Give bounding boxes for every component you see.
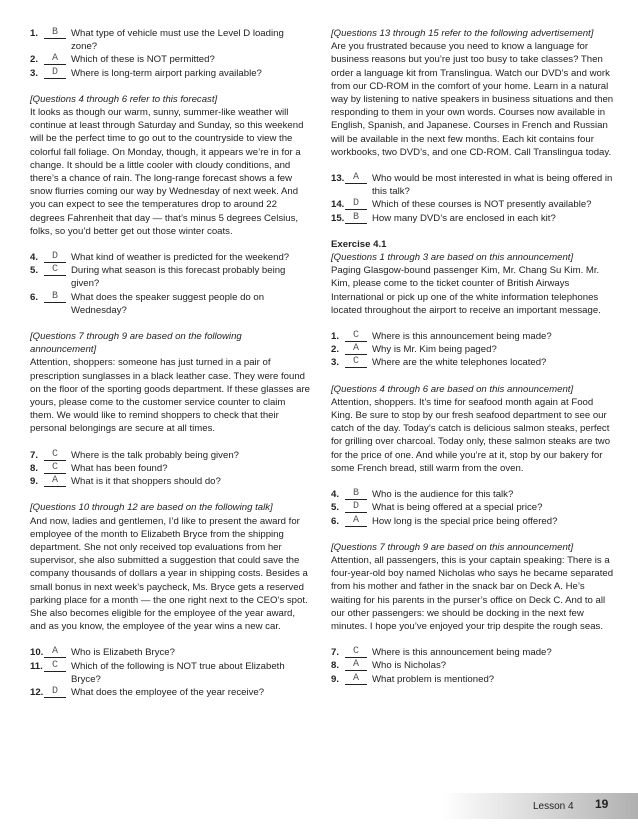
question-text: What is it that shoppers should do?	[71, 476, 221, 488]
question-text: What has been found?	[71, 462, 168, 474]
answer-blank: B	[345, 212, 367, 224]
question-text: What does the speaker suggest people do on Wednesday?	[71, 291, 265, 316]
answer-blank: A	[44, 53, 66, 65]
question-number: 14.	[331, 199, 345, 211]
question-item	[331, 330, 614, 343]
question-item	[331, 673, 614, 686]
question-number: 3.	[30, 67, 39, 79]
question-number: 2.	[30, 54, 39, 66]
spacer	[30, 238, 310, 251]
question-number: 5.	[30, 265, 39, 277]
question-number: 1.	[30, 28, 39, 39]
question-item	[30, 53, 310, 66]
spacer	[331, 370, 614, 383]
spacer	[331, 225, 614, 238]
exercise-heading: Exercise 4.1	[331, 238, 387, 250]
question-text: How long is the special price being offered?	[372, 515, 558, 527]
question-number: 2.	[331, 344, 340, 356]
question-text: Who is Elizabeth Bryce?	[71, 647, 175, 659]
question-item	[331, 343, 614, 356]
question-number: 9.	[331, 673, 340, 685]
question-item	[30, 686, 310, 699]
question-number: 1.	[331, 331, 340, 343]
question-number: 11.	[30, 660, 43, 672]
question-number: 4.	[331, 489, 340, 501]
question-number: 4.	[30, 252, 39, 264]
question-item	[331, 488, 614, 501]
answer-blank: A	[44, 475, 66, 487]
question-number: 7.	[331, 647, 340, 659]
question-item	[30, 27, 310, 53]
page-number: 19	[595, 797, 609, 811]
question-text: Where is long-term airport parking available?	[71, 67, 262, 79]
question-number: 15.	[331, 212, 345, 224]
question-text: Who is the audience for this talk?	[372, 489, 514, 501]
transcript-paragraph: Are you frustrated because you need to know a language for business reasons but you’re just too busy to take classes? Then order a language kit from Translingua. Watch our DVD’s and work from our CD-ROM in the comfort of your home. Learn in a natural way by listening to native speakers in business situations and then responding to them in your own words. Courses now available in English, Spanish, and Japanese. Courses in French and Russian will be available in the next few months. Each kit contains four workbooks, two DVD’s, and one CD-ROM. Call Translingua today.	[331, 41, 614, 158]
answer-blank: C	[44, 264, 66, 276]
answer-blank: C	[44, 462, 66, 474]
question-item	[30, 462, 310, 475]
question-item	[30, 449, 310, 462]
question-item	[331, 172, 614, 198]
question-text: Who would be most interested in what is being offered in this talk?	[372, 173, 613, 198]
answer-blank: D	[44, 251, 66, 263]
question-text: What is being offered at a special price?	[372, 502, 543, 514]
question-text: During what season is this forecast probably being given?	[71, 265, 286, 290]
section-instruction: [Questions 1 through 3 are based on this announcement]	[331, 252, 574, 264]
spacer	[30, 436, 310, 449]
question-text: What does the employee of the year receive?	[71, 686, 265, 698]
answer-blank: D	[345, 501, 367, 513]
question-item	[30, 660, 310, 686]
question-item	[331, 198, 614, 211]
transcript-paragraph: Attention, shoppers. It’s time for seafood month again at Food King. Be sure to stop by our fresh seafood department to see our catch of the day. Today’s catch is delicious salmon steaks, perfect for grilling over charcoal. Today only, these salmon steaks are two for the price of one. And while you’re at it, stop by our bakery for some French bread, still warm from the oven.	[331, 396, 611, 474]
question-number: 6.	[30, 291, 39, 303]
question-item	[331, 646, 614, 659]
question-text: Where are the white telephones located?	[372, 357, 547, 369]
section-instruction: [Questions 4 through 6 are based on this announcement]	[331, 383, 574, 395]
question-text: How many DVD’s are enclosed in each kit?	[372, 212, 556, 224]
question-text: Where is this announcement being made?	[372, 331, 552, 343]
question-item	[30, 264, 310, 290]
answer-blank: C	[44, 660, 66, 672]
page-footer	[442, 793, 638, 819]
question-number: 10.	[30, 647, 44, 659]
answer-blank: A	[345, 172, 367, 184]
answer-blank: A	[44, 646, 66, 658]
answer-blank: C	[44, 449, 66, 461]
question-item	[331, 356, 614, 369]
question-number: 5.	[331, 502, 340, 514]
question-item	[331, 515, 614, 528]
answer-blank: C	[345, 646, 367, 658]
right-column	[331, 27, 614, 686]
question-item	[331, 501, 614, 514]
question-number: 3.	[331, 357, 340, 369]
spacer	[30, 488, 310, 501]
answer-blank: A	[345, 673, 367, 685]
question-item	[30, 251, 310, 264]
question-text: Where is the talk probably being given?	[71, 449, 239, 461]
answer-blank: B	[44, 27, 66, 39]
section-instruction: [Questions 7 through 9 are based on the following announcement]	[30, 331, 242, 356]
spacer	[30, 80, 310, 93]
lesson-label: Lesson 4	[533, 801, 574, 812]
section-instruction: [Questions 4 through 6 refer to this forecast]	[30, 93, 218, 105]
spacer	[331, 475, 614, 488]
answer-blank: D	[44, 67, 66, 79]
question-number: 12.	[30, 686, 44, 698]
answer-blank: D	[44, 686, 66, 698]
transcript-paragraph: Attention, all passengers, this is your captain speaking: There is a four-year-old boy named Nicholas who says he became separated from his mother and father in the snack bar on Deck A. He’s waiting for his parents in the purser’s office on Deck C. And to all our other passengers: we should be docking in the next few minutes. I hope you’ve enjoyed your trip despite the rough seas.	[331, 554, 614, 632]
answer-blank: A	[345, 343, 367, 355]
question-text: Why is Mr. Kim being paged?	[372, 344, 497, 356]
question-text: What type of vehicle must use the Level D loading zone?	[71, 28, 284, 53]
answer-blank: B	[44, 291, 66, 303]
question-text: Which of these courses is NOT presently available?	[372, 199, 592, 211]
question-item	[30, 291, 310, 317]
transcript-paragraph: And now, ladies and gentlemen, I’d like to present the award for employee of the month to Elizabeth Bryce from the shipping department. She not only received top evaluations from her supervisor, she also submitted a suggestion that could save the company thousands of dollars a year in shipping costs. Besides a small bonus in next week’s paycheck, Ms. Bryce gets a reserved parking place for a month — the one right next to the CEO’s spot. She also becomes eligible for the employee of the year award, and as you know, the employee of the year wins a new car.	[30, 515, 308, 633]
spacer	[331, 528, 614, 541]
answer-blank: D	[345, 198, 367, 210]
left-column	[30, 27, 310, 699]
transcript-paragraph: Attention, shoppers: someone has just turned in a pair of prescription sunglasses in a black leather case. They were found on the floor of the sporting goods department. If these glasses are yours, please come to the customer service counter to claim them. We would like to remind shoppers to check that their personal belongings are secure at all times.	[30, 357, 310, 435]
question-item	[30, 646, 310, 659]
transcript-paragraph: It looks as though our warm, sunny, summer-like weather will continue at least through Saturday and Sunday, so this weekend will be the perfect time to go out to the countryside to view the colorful fall foliage. On Monday, though, it appears we’re in for a change. It should be a little cooler with cloudy conditions, and there’s a chance of rain. The long-range forecast shows a few snow flurries coming our way by Wednesday of next week. And you can expect to see the temperatures drop to around 22 degrees Fahrenheit that day — that’s minus 5 degrees Celsius, folks, so you’d better get out those winter coats.	[30, 107, 304, 237]
question-number: 6.	[331, 515, 340, 527]
answer-blank: B	[345, 488, 367, 500]
answer-blank: C	[345, 356, 367, 368]
question-number: 7.	[30, 449, 39, 461]
question-number: 8.	[331, 660, 340, 672]
section-instruction: [Questions 10 through 12 are based on the following talk]	[30, 502, 273, 514]
answer-blank: A	[345, 659, 367, 671]
question-item	[331, 212, 614, 225]
question-text: Where is this announcement being made?	[372, 647, 552, 659]
section-instruction: [Questions 7 through 9 are based on this announcement]	[331, 541, 574, 553]
spacer	[331, 633, 614, 646]
question-number: 13.	[331, 173, 345, 185]
transcript-paragraph: Paging Glasgow-bound passenger Kim, Mr. Chang Su Kim. Mr. Kim, please come to the ticket counter of British Airways International or pick up one of the white information telephones located throughout the airport to receive an important message.	[331, 265, 601, 316]
question-item	[331, 659, 614, 672]
answer-blank: C	[345, 330, 367, 342]
question-text: Who is Nicholas?	[372, 660, 447, 672]
question-number: 8.	[30, 462, 39, 474]
question-text: Which of these is NOT permitted?	[71, 54, 215, 66]
question-item	[30, 67, 310, 80]
question-number: 9.	[30, 476, 39, 488]
question-item	[30, 475, 310, 488]
spacer	[331, 159, 614, 172]
question-text: What problem is mentioned?	[372, 673, 495, 685]
question-text: What kind of weather is predicted for the weekend?	[71, 252, 290, 264]
question-text: Which of the following is NOT true about Elizabeth Bryce?	[71, 660, 285, 685]
spacer	[30, 317, 310, 330]
answer-blank: A	[345, 515, 367, 527]
spacer	[331, 317, 614, 330]
section-instruction: [Questions 13 through 15 refer to the following advertisement]	[331, 28, 594, 39]
spacer	[30, 633, 310, 646]
